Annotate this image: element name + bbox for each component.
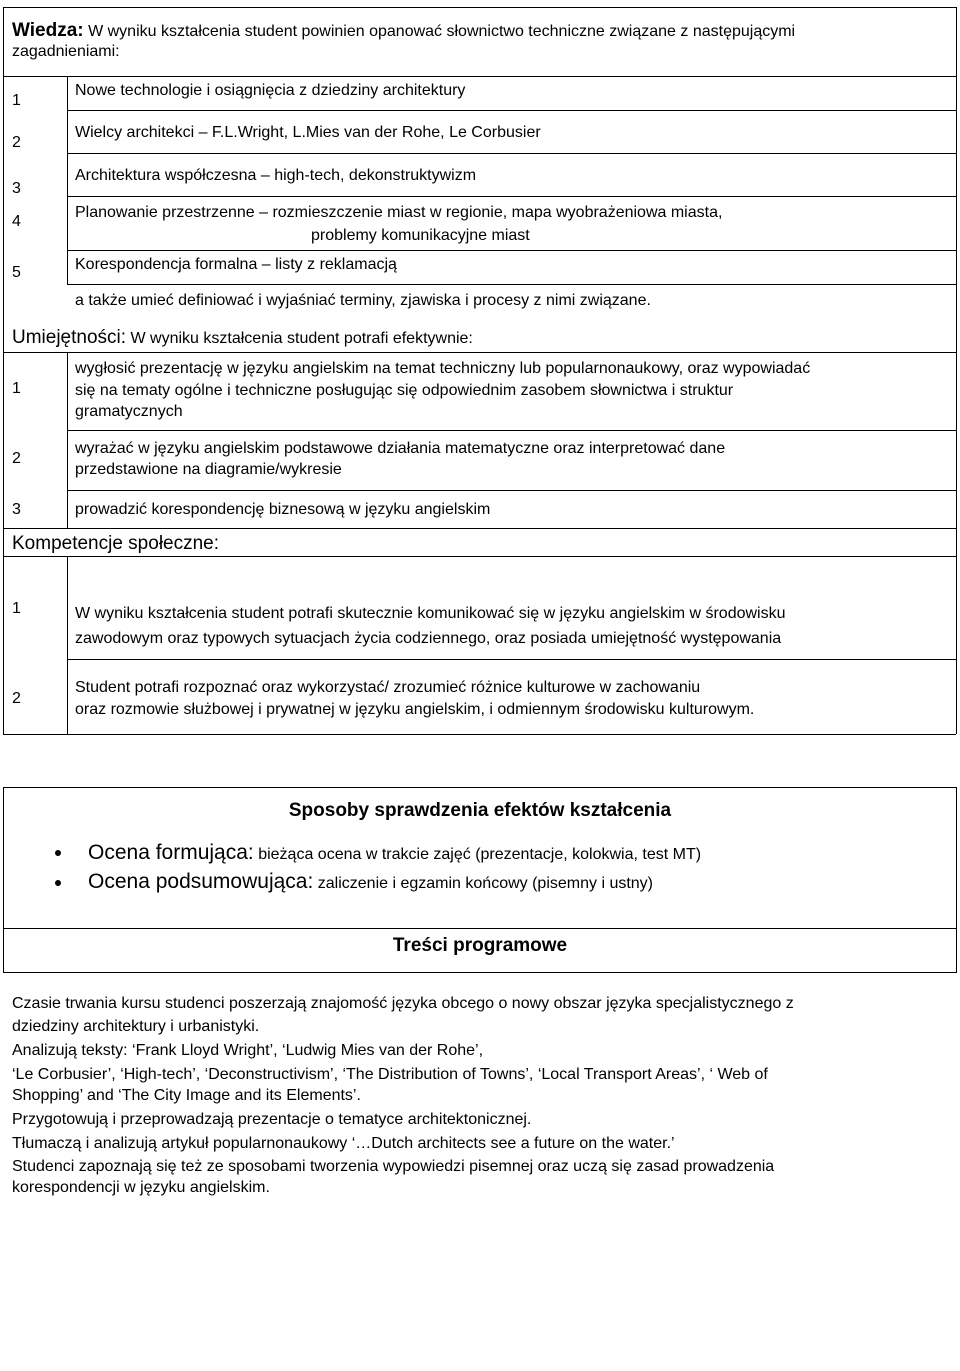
umiejetnosci-item-2-line2: przedstawione na diagramie/wykresie — [75, 461, 342, 478]
kompetencje-heading: Kompetencje społeczne: — [12, 533, 220, 554]
sposoby-item-1-label: Ocena formująca: — [88, 841, 254, 864]
tresci-line: Tłumaczą i analizują artykuł popularnonaukowy ‘…Dutch architects see a future on the water.’ — [12, 1135, 675, 1152]
table-top-border — [3, 7, 956, 8]
wiedza-intro-line1: W wyniku kształcenia student powinien opanować słownictwo techniczne związane z następującymi — [88, 23, 796, 40]
kompetencje-column-divider — [67, 556, 68, 734]
row-divider — [67, 490, 956, 491]
kompetencje-item-2-line2: oraz rozmowie służbowej i prywatnej w języku angielskim, i odmiennym środowisku kulturowym. — [75, 701, 755, 718]
wiedza-item-2: Wielcy architekci – F.L.Wright, L.Mies van der Rohe, Le Corbusier — [75, 124, 541, 141]
tresci-line: Analizują teksty: ‘Frank Lloyd Wright’, ‘Ludwig Mies van der Rohe’, — [12, 1042, 484, 1059]
wiedza-item-num-2: 2 — [12, 134, 21, 151]
kompetencje-item-2-line1: Student potrafi rozpoznać oraz wykorzystać/ zrozumieć różnice kulturowe w zachowaniu — [75, 679, 701, 696]
row-divider — [67, 430, 956, 431]
bullet-icon — [55, 880, 61, 886]
wiedza-also: a także umieć definiować i wyjaśniać terminy, zjawiska i procesy z nimi związane. — [75, 292, 651, 309]
sposoby-item-1-text: bieżąca ocena w trakcie zajęć (prezentacje, kolokwia, test MT) — [258, 846, 702, 863]
wiedza-header-divider — [3, 76, 956, 77]
tresci-body — [12, 993, 947, 1198]
umiejetnosci-item-1-line1: wygłosić prezentację w języku angielskim na temat techniczny lub popularnonaukowy, oraz wypowiadać — [75, 360, 811, 377]
tresci-line: Shopping’ and ‘The City Image and its Elements’. — [12, 1087, 361, 1104]
table-left-border — [3, 7, 4, 734]
umiejetnosci-item-2-line1: wyrażać w języku angielskim podstawowe działania matematyczne oraz interpretować dane — [75, 440, 726, 457]
row-divider — [67, 659, 956, 660]
row-divider — [67, 110, 956, 111]
table-right-border — [956, 7, 957, 734]
row-divider — [67, 250, 956, 251]
table-bottom-border — [3, 734, 956, 735]
kompetencje-item-num-1: 1 — [12, 600, 21, 617]
row-divider — [67, 196, 956, 197]
umiejetnosci-item-num-3: 3 — [12, 501, 21, 518]
row-divider — [3, 528, 956, 529]
sposoby-heading: Sposoby sprawdzenia efektów kształcenia — [288, 800, 672, 821]
wiedza-heading: Wiedza: — [12, 20, 84, 41]
umiejetnosci-intro — [12, 327, 473, 349]
umiejetnosci-intro-text: W wyniku kształcenia student potrafi efektywnie: — [130, 330, 473, 347]
tresci-line: ‘Le Corbusier’, ‘High-tech’, ‘Deconstructivism’, ‘The Distribution of Towns’, ‘Local Transport Areas’, ‘ Web of — [12, 1066, 768, 1083]
sposoby-item-2-label: Ocena podsumowująca: — [88, 870, 314, 893]
umiejetnosci-item-num-2: 2 — [12, 450, 21, 467]
row-divider — [67, 284, 956, 285]
sposoby-item-1 — [88, 842, 701, 865]
kompetencje-item-num-2: 2 — [12, 690, 21, 707]
tresci-line: dziedziny architektury i urbanistyki. — [12, 1018, 260, 1035]
row-divider — [67, 153, 956, 154]
kompetencje-header-divider — [3, 556, 956, 557]
tresci-line: Czasie trwania kursu studenci poszerzają znajomość języka obcego o nowy obszar języka specjalistycznego z — [12, 995, 794, 1012]
umiejetnosci-item-1-line2: się na tematy ogólne i techniczne posługując się odpowiednim zasobem słownictwa i struktur — [75, 382, 734, 399]
tresci-line: Przygotowują i przeprowadzają prezentacje o tematyce architektonicznej. — [12, 1111, 532, 1128]
umiejetnosci-item-1-line3: gramatycznych — [75, 403, 183, 420]
wiedza-item-num-1: 1 — [12, 92, 21, 109]
kompetencje-item-1-line2: zawodowym oraz typowych sytuacjach życia codziennego, oraz posiada umiejętność występowania — [75, 630, 782, 647]
tresci-heading: Treści programowe — [392, 935, 568, 956]
wiedza-item-4-line2: problemy komunikacyjne miast — [311, 227, 530, 244]
wiedza-item-num-4: 4 — [12, 213, 21, 230]
bullet-icon — [55, 850, 61, 856]
wiedza-item-4: Planowanie przestrzenne – rozmieszczenie miast w regionie, mapa wyobrażeniowa miasta, — [75, 204, 723, 221]
sposoby-item-2-text: zaliczenie i egzamin końcowy (pisemny i ustny) — [317, 875, 654, 892]
wiedza-item-num-3: 3 — [12, 180, 21, 197]
sposoby-item-2 — [88, 871, 653, 894]
kompetencje-item-1-line1: W wyniku kształcenia student potrafi skutecznie komunikować się w języku angielskim w środowisku — [75, 605, 786, 622]
umiejetnosci-heading: Umiejętności: — [12, 327, 127, 348]
wiedza-item-1: Nowe technologie i osiągnięcia z dziedziny architektury — [75, 82, 466, 99]
wiedza-column-divider — [67, 76, 68, 284]
umiejetnosci-column-divider — [67, 352, 68, 528]
wiedza-item-5: Korespondencja formalna – listy z reklamacją — [75, 256, 397, 273]
umiejetnosci-header-divider — [3, 352, 956, 353]
tresci-line: korespondencji w języku angielskim. — [12, 1179, 270, 1196]
wiedza-intro-line2: zagadnieniami: — [12, 43, 120, 60]
wiedza-intro — [12, 20, 795, 42]
umiejetnosci-item-3-line1: prowadzić korespondencję biznesową w języku angielskim — [75, 501, 491, 518]
wiedza-item-3: Architektura współczesna – high-tech, dekonstruktywizm — [75, 167, 477, 184]
umiejetnosci-item-num-1: 1 — [12, 380, 21, 397]
wiedza-item-num-5: 5 — [12, 264, 21, 281]
tresci-line: Studenci zapoznają się też ze sposobami tworzenia wypowiedzi pisemnej oraz uczą się zasad prowadzenia — [12, 1158, 775, 1175]
